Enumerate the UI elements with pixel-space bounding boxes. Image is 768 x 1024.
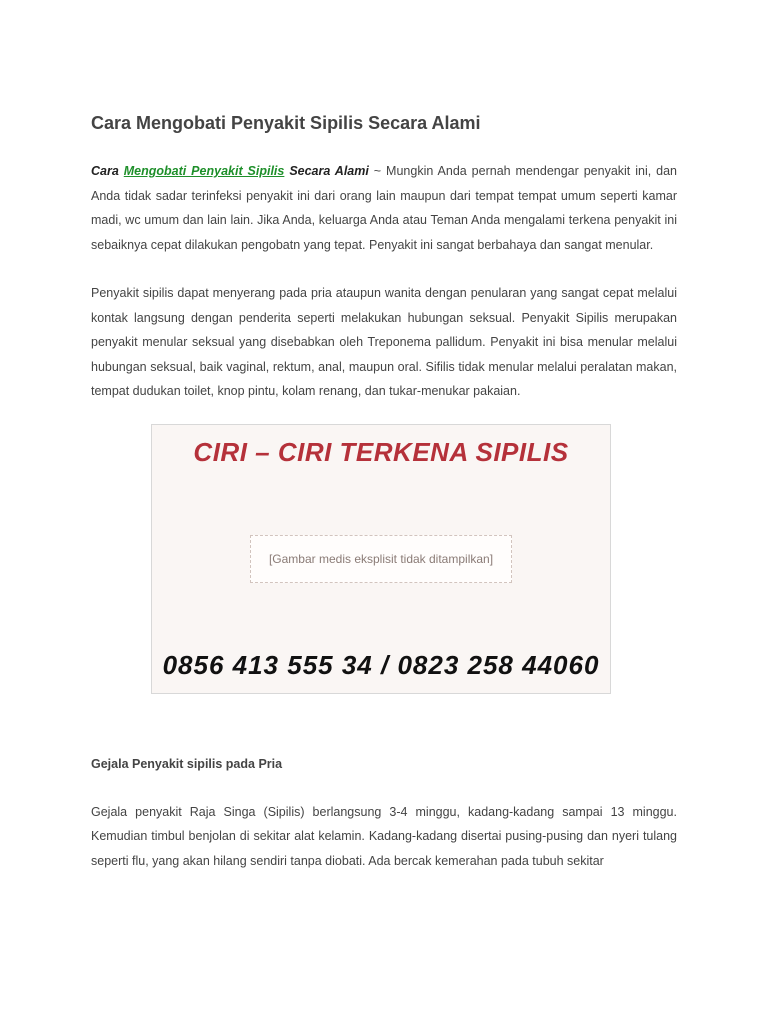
figure-banner: CIRI – CIRI TERKENA SIPILIS [193,436,569,467]
intro-text: ~ Mungkin Anda pernah mendengar penyakit ini, dan Anda tidak sadar terinfeksi penyakit ini dari orang lain maupun dari tempat tempat umum seperti kamar madi, wc umum dan lain lain. Jika Anda, keluarga Anda atau Teman Anda mengalami terkena penyakit ini sebaiknya cepat dilakukan pengobatn yang tepat. Penyakit ini sangat berbahaya dan sangat menular. [91,164,678,252]
lead-prefix: Cara [91,164,124,178]
intro-paragraph [91,159,677,257]
paragraph-male-symptoms: Gejala penyakit Raja Singa (Sipilis) berlangsung 3-4 minggu, kadang-kadang sampai 13 minggu. Kemudian timbul benjolan di sekitar alat kelamin. Kadang-kadang disertai pusing-pusing dan nyeri tulang seperti flu, yang akan hilang sendiri tanpa diobati. Ada bercak kemerahan pada tubuh sekitar [91,804,677,868]
image-omitted-notice: [Gambar medis eksplisit tidak ditampilkan] [250,535,512,583]
symptoms-figure [151,424,611,694]
article-title: Cara Mengobati Penyakit Sipilis Secara Alami [91,113,481,133]
section-heading-male-symptoms: Gejala Penyakit sipilis pada Pria [91,756,283,771]
mengobati-link[interactable]: Mengobati Penyakit Sipilis [123,164,285,178]
intro-lead [91,164,369,178]
paragraph-transmission: Penyakit sipilis dapat menyerang pada pria ataupun wanita dengan penularan yang sangat cepat melalui kontak langsung dengan penderita seperti melakukan hubungan seksual. Penyakit Sipilis merupakan penyakit menular seksual yang disebabkan oleh Treponema pallidum. Penyakit ini bisa menular melalui hubungan seksual, baik vaginal, rektum, anal, maupun oral. Sifilis tidak menular melalui peralatan makan, tempat dudukan toilet, knop pintu, kolam renang, dan tukar-menukar pakaian. [91,286,677,398]
lead-suffix: Secara Alami [284,164,369,178]
figure-phone-numbers: 0856 413 555 34 / 0823 258 44060 [162,649,600,680]
article [91,110,677,873]
